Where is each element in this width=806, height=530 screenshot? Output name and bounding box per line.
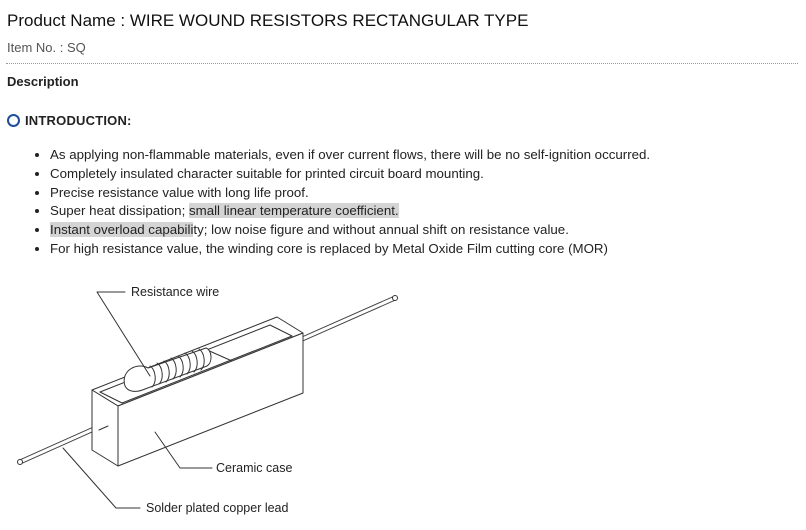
feature-text: Completely insulated character suitable for printed circuit board mounting. xyxy=(50,165,484,181)
feature-list xyxy=(30,146,650,259)
description-heading: Description xyxy=(7,74,79,89)
lead-label: Solder plated copper lead xyxy=(146,501,289,515)
feature-item xyxy=(50,202,650,221)
circle-bullet-icon xyxy=(7,114,20,127)
feature-text: Super heat dissipation; xyxy=(50,203,189,219)
ceramic-case-label: Ceramic case xyxy=(216,461,293,475)
resistance-wire-label: Resistance wire xyxy=(131,285,220,299)
feature-item xyxy=(50,146,650,165)
selected-text: small linear temperature coefficient. xyxy=(188,203,399,219)
product-title: Product Name : WIRE WOUND RESISTORS RECTANGULAR TYPE xyxy=(7,11,529,30)
ceramic-case xyxy=(92,317,303,466)
resistor-diagram xyxy=(0,270,420,525)
feature-text: ty; low noise figure and without annual shift on resistance value. xyxy=(193,222,569,238)
feature-text: Precise resistance value with long life proof. xyxy=(50,184,309,200)
feature-item xyxy=(50,184,650,203)
selected-text: Instant overload capabili xyxy=(50,222,194,238)
item-number: Item No. : SQ xyxy=(7,40,86,55)
feature-item xyxy=(50,221,650,240)
divider xyxy=(6,63,798,64)
feature-item xyxy=(50,240,650,259)
introduction-heading xyxy=(7,113,132,128)
right-lead xyxy=(300,296,398,341)
introduction-label: INTRODUCTION: xyxy=(25,113,132,128)
feature-item xyxy=(50,165,650,184)
feature-text: For high resistance value, the winding core is replaced by Metal Oxide Film cutting core (MOR) xyxy=(50,240,608,256)
feature-text: As applying non-flammable materials, even if over current flows, there will be no self-ignition occurred. xyxy=(50,147,651,162)
